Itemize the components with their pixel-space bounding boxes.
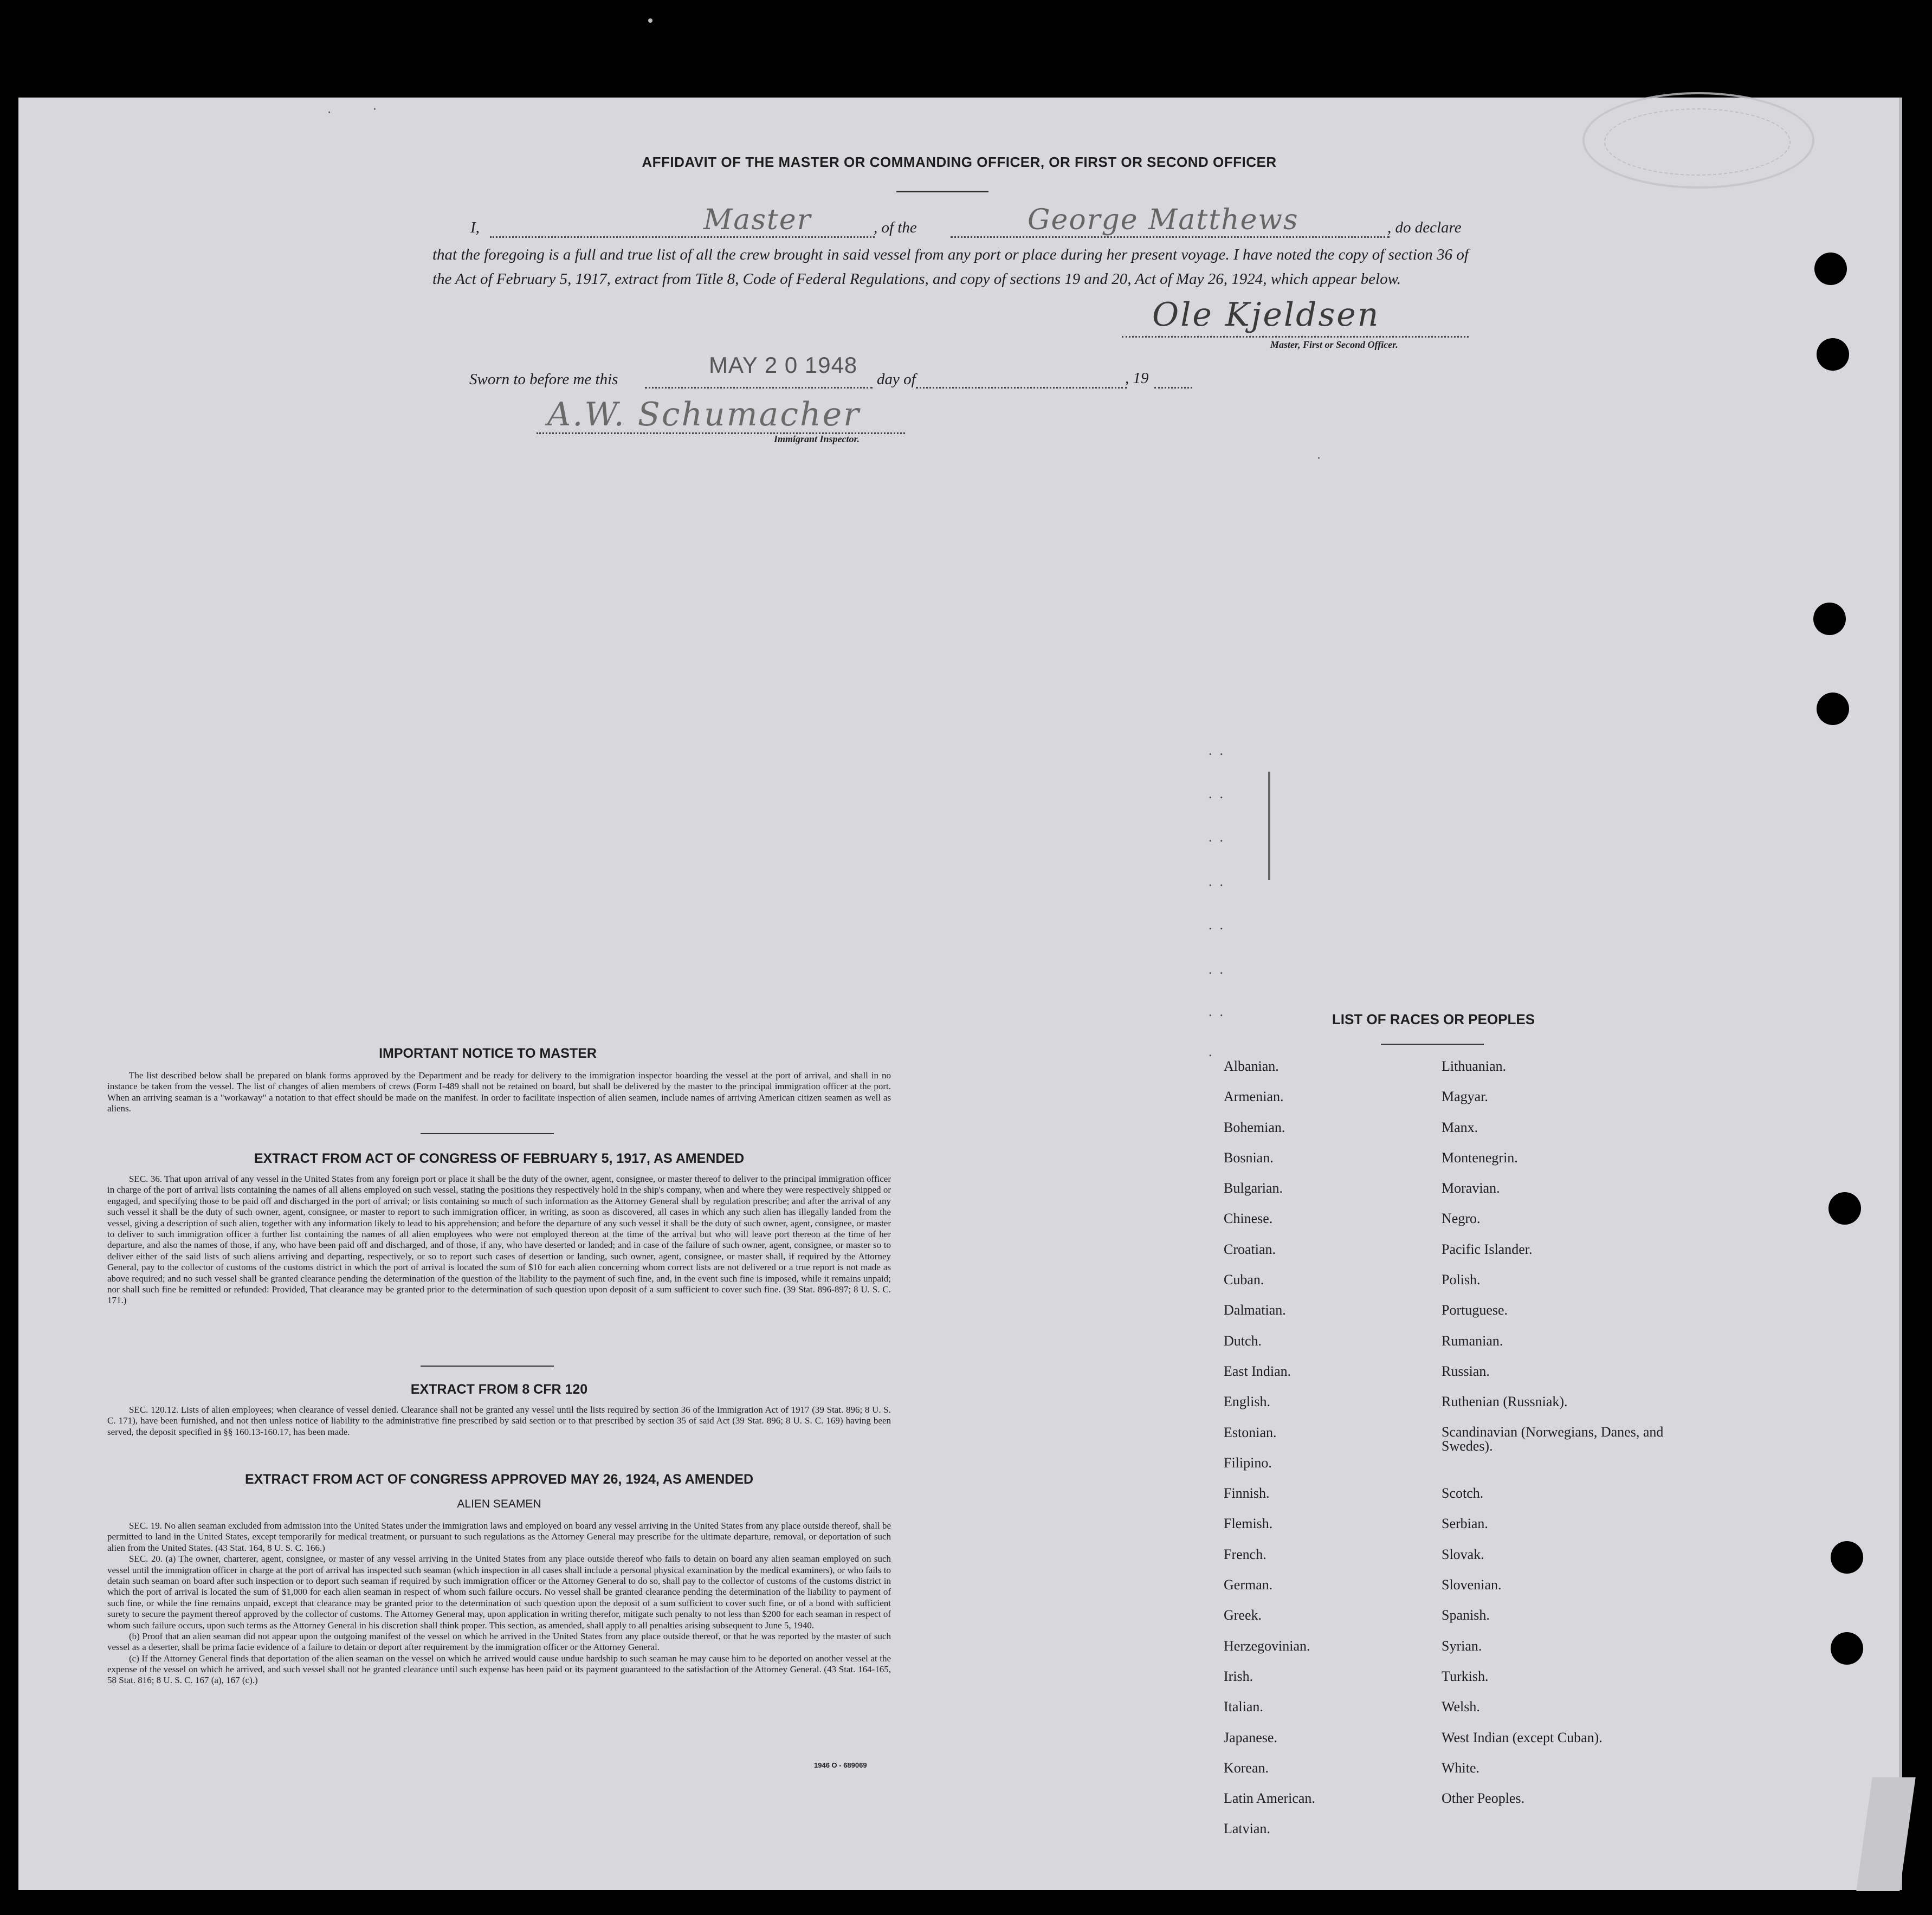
speck: .. xyxy=(1209,786,1231,801)
notice-text xyxy=(107,1070,891,1115)
races-left-column xyxy=(1224,1059,1315,1852)
race-item: Croatian. xyxy=(1224,1241,1276,1257)
speck: .. xyxy=(1209,742,1231,758)
speck: . xyxy=(1209,1044,1220,1059)
race-item: Estonian. xyxy=(1224,1424,1277,1440)
officer-caption: Master, First or Second Officer. xyxy=(1270,339,1398,350)
extract-1917-text xyxy=(107,1174,891,1306)
race-item: Flemish. xyxy=(1224,1516,1273,1532)
section-rule xyxy=(421,1366,554,1367)
race-item: French. xyxy=(1224,1546,1267,1562)
speck: .. xyxy=(1209,874,1231,889)
race-item: Bulgarian. xyxy=(1224,1180,1283,1196)
race-item: Ruthenian (Russniak). xyxy=(1442,1394,1568,1410)
race-item: White. xyxy=(1442,1759,1480,1776)
race-item: Chinese. xyxy=(1224,1211,1273,1227)
year-line xyxy=(1154,387,1192,389)
race-item: Pacific Islander. xyxy=(1442,1241,1533,1257)
race-item: Montenegrin. xyxy=(1442,1149,1518,1166)
race-item: Portuguese. xyxy=(1442,1302,1508,1318)
sworn-label: Sworn to before me this xyxy=(469,371,618,388)
embossed-seal-inner xyxy=(1604,108,1791,176)
race-item: Albanian. xyxy=(1224,1058,1279,1074)
race-item: Spanish. xyxy=(1442,1607,1490,1623)
race-item: Russian. xyxy=(1442,1363,1490,1379)
sec-20a-paragraph: SEC. 20. (a) The owner, charterer, agent, consignee, or master of any vessel arriving in the United States from any place outside thereof who fails to detain on board any alien seaman employed on such vessel until the immigration officer in charge at the port of arrival has inspected such seaman (which inspection in all cases shall include a personal physical examination by the medical examiners), or who fails to detain such seaman on board after such inspection or to deport such seaman if required by such immigration officer or the Attorney General to do so, shall pay to the collector of customs of the customs district in which the port of arrival is located the sum of $1,000 for each alien seaman in respect of whom such failure occurs. No vessel shall be granted clearance pending the determination of the liability to payment of such fine, or while the fine remains unpaid, except that clearance may be granted prior to the determination of such question upon the deposit of a sum sufficient to cover such fine, or of a bond with sufficient surety to secure the payment thereof approved by the collector of customs. The Attorney General may, upon application in writing therefor, mitigate such penalty to not less than $200 for each seaman in respect of whom such failure occurs, upon such terms as the Attorney General in his discretion shall think proper. This section, as amended, shall apply to all penalties arising subsequent to June 5, 1940. xyxy=(107,1554,891,1631)
race-item: West Indian (except Cuban). xyxy=(1442,1729,1603,1745)
sec-20b-paragraph: (b) Proof that an alien seaman did not appear upon the outgoing manifest of the vessel on which he arrived in the United States from any place outside thereof, or that he was reported by the master of such vessel as a deserter, shall be prima facie evidence of a failure to detain or deport after requirement by the immigration officer or the Attorney General. xyxy=(107,1631,891,1653)
race-item: Other Peoples. xyxy=(1442,1790,1525,1807)
section-rule xyxy=(421,1133,554,1134)
race-item: English. xyxy=(1224,1394,1270,1410)
i-label: I, xyxy=(470,219,480,236)
race-item: Latin American. xyxy=(1224,1790,1315,1807)
race-item: Slovak. xyxy=(1442,1546,1484,1562)
race-item: Latvian. xyxy=(1224,1821,1270,1837)
race-item: East Indian. xyxy=(1224,1363,1291,1379)
punch-hole xyxy=(1814,253,1847,285)
notice-paragraph: The list described below shall be prepared on blank forms approved by the Department and be ready for delivery to the immigration inspector boarding the vessel at the port of arrival, and shall in no instance be taken from the vessel. The list of changes of alien members of crews (Form I-489 shall not be retained on board, but shall be delivered by the master to the principal immigration officer at the port. When an arriving seaman is a "workaway" a notation to that effect should be made on the manifest. In order to facilitate inspection of alien seamen, include names of arriving American citizen seamen as well as aliens. xyxy=(107,1070,891,1114)
vessel-handwritten: George Matthews xyxy=(1028,204,1299,236)
race-item: Scotch. xyxy=(1442,1485,1484,1502)
race-item: Herzegovinian. xyxy=(1224,1638,1310,1654)
extract-1917-paragraph: SEC. 36. That upon arrival of any vessel in the United States from any foreign port or place it shall be the duty of the owner, agent, consignee, or master thereof to deliver to the principal immigration officer in charge of the port of arrival lists containing the names of all aliens employed on such vessel, stating the positions they respectively hold in the ship's company, when and where they were respectively shipped or engaged, and specifying those to be paid off and discharged in the port of arrival; or lists containing so much of such information as the Attorney General shall by regulation prescribe; and after the arrival of any such vessel it shall be the duty of such owner, agent, consignee, or master to report to such immigration officer, in writing, as soon as discovered, all cases in which any such alien has illegally landed from the vessel, giving a description of such alien, together with any information likely to lead to his apprehension; and before the departure of any such vessel it shall be the duty of such owner, agent, consignee, or master to deliver to such immigration officer a further list containing the names of all alien employees who were not employed thereon at the time of the arrival but who will leave port thereon at the time of her departure, and also the names of those, if any, who have been paid off and discharged, and of those, if any, who have deserted or landed; and in case of the failure of such owner, agent, consignee, or master so to deliver either of the said lists of such aliens arriving and departing, respectively, or so to report such cases of desertion or landing, such owner, agent, consignee, or master shall, if required by the Attorney General, pay to the collector of customs of the customs district in which the port of arrival is located the sum of $10 for each alien concerning whom correct lists are not delivered or a true report is not made as above required; and no such vessel shall be granted clearance pending the determination of the question of the liability to the payment of such fine, and, in the event such fine is imposed, while it remains unpaid; nor shall such fine be remitted or refunded: Provided, That clearance may be granted prior to the determination of such question upon deposit of a sum sufficient to cover such fine. (39 Stat. 896-897; 8 U. S. C. 171.) xyxy=(107,1174,891,1306)
speck: .. xyxy=(1209,961,1231,977)
race-item: Cuban. xyxy=(1224,1272,1264,1288)
race-item: Welsh. xyxy=(1442,1699,1480,1715)
officer-signature-line xyxy=(1122,336,1469,338)
race-item: Japanese. xyxy=(1224,1729,1277,1745)
race-item: German. xyxy=(1224,1577,1273,1593)
punch-hole xyxy=(1831,1541,1863,1574)
day-line xyxy=(645,387,873,389)
rank-line xyxy=(490,236,875,238)
race-item: Armenian. xyxy=(1224,1089,1284,1105)
declaration-text: that the foregoing is a full and true list of all the crew brought in said vessel from any port or place during her present voyage. I have noted the copy of section 36 of the Act of February 5, 1917, extract from Title 8, Code of Federal Regulations, and copy of sections 19 and 20, Act of May 26, 1924, which appear below. xyxy=(432,246,1469,288)
races-rule xyxy=(1381,1044,1484,1045)
race-item: Rumanian. xyxy=(1442,1332,1503,1349)
race-item: Serbian. xyxy=(1442,1516,1488,1532)
inspector-signature: A.W. Schumacher xyxy=(547,396,861,434)
race-item: Manx. xyxy=(1442,1119,1478,1135)
extract-cfr-title: EXTRACT FROM 8 CFR 120 xyxy=(410,1382,588,1397)
race-item: Korean. xyxy=(1224,1759,1269,1776)
speck: .. xyxy=(1209,917,1231,933)
punch-hole xyxy=(1817,338,1849,371)
extract-cfr-paragraph: SEC. 120.12. Lists of alien employees; when clearance of vessel denied. Clearance shall not be granted any vessel until the lists required by section 36 of the Immigration Act of 1917 (39 Stat. 896; 8 U. S. C. 171), have been furnished, and not then unless notice of liability to the administrative fine prescribed by said section or to that prescribed by section 35 of said Act (39 Stat. 896; 8 U. S. C. 169) having been served, the deposit specified in §§ 160.13-160.17, has been made. xyxy=(107,1405,891,1437)
extract-1917-title: EXTRACT FROM ACT OF CONGRESS OF FEBRUARY 5, 1917, AS AMENDED xyxy=(254,1151,745,1166)
sec-19-paragraph: SEC. 19. No alien seaman excluded from admission into the United States under the immigration laws and employed on board any vessel arriving in the United States from any place outside thereof, shall be permitted to land in the United States, except temporarily for medical treatment, or pursuant to such regulations as the Attorney General may prescribe for the ultimate departure, removal, or deportation of such alien from the United States. (43 Stat. 164, 8 U. S. C. 166.) xyxy=(107,1521,891,1553)
rank-handwritten: Master xyxy=(703,204,812,236)
pen-mark xyxy=(1268,772,1270,880)
extract-1924-subtitle: ALIEN SEAMEN xyxy=(457,1498,541,1510)
speck: .. xyxy=(1209,1004,1231,1019)
year-label: , 19 xyxy=(1125,370,1149,387)
race-item: Scandinavian (Norwegians, Danes, and Swedes). xyxy=(1442,1424,1664,1454)
speck xyxy=(648,18,652,23)
punch-hole xyxy=(1817,693,1849,725)
race-item: Lithuanian. xyxy=(1442,1058,1507,1074)
officer-signature: Ole Kjeldsen xyxy=(1152,296,1380,334)
day-of-label: day of xyxy=(877,371,916,388)
extract-1924-title: EXTRACT FROM ACT OF CONGRESS APPROVED MAY 26, 1924, AS AMENDED xyxy=(244,1472,754,1487)
races-right-column xyxy=(1442,1059,1675,1821)
races-title: LIST OF RACES OR PEOPLES xyxy=(1332,1011,1535,1027)
notice-title: IMPORTANT NOTICE TO MASTER xyxy=(379,1046,597,1061)
extract-cfr-text xyxy=(107,1405,891,1438)
race-item: Dutch. xyxy=(1224,1332,1262,1349)
print-code: 1946 O - 689069 xyxy=(814,1761,867,1769)
extract-1924-text xyxy=(107,1521,891,1686)
title-rule xyxy=(896,191,988,192)
race-item: Turkish. xyxy=(1442,1668,1489,1684)
sec-20c-paragraph: (c) If the Attorney General finds that deportation of the alien seaman on the vessel on which he arrived would cause undue hardship to such seaman he may cause him to be deported on another vessel at the expense of the vessel on which he arrived, and such vessel shall not be granted clearance until such expense has been paid or its payment guaranteed to the satisfaction of the Attorney General. (43 Stat. 164-165, 58 Stat. 816; 8 U. S. C. 167 (a), 167 (c).) xyxy=(107,1653,891,1686)
race-item: Finnish. xyxy=(1224,1485,1270,1502)
punch-hole xyxy=(1831,1632,1863,1665)
race-item: Bohemian. xyxy=(1224,1119,1285,1135)
race-item: Polish. xyxy=(1442,1272,1481,1288)
speck: · xyxy=(373,103,377,117)
race-item: Syrian. xyxy=(1442,1638,1482,1654)
race-item: Magyar. xyxy=(1442,1089,1488,1105)
inspector-caption: Immigrant Inspector. xyxy=(774,434,860,444)
date-stamp: MAY 2 0 1948 xyxy=(709,352,858,378)
race-item: Greek. xyxy=(1224,1607,1262,1623)
affidavit-title: AFFIDAVIT OF THE MASTER OR COMMANDING OFFICER, OR FIRST OR SECOND OFFICER xyxy=(642,154,1277,170)
race-item: Dalmatian. xyxy=(1224,1302,1286,1318)
vessel-line xyxy=(951,236,1390,238)
speck: · xyxy=(327,106,331,120)
race-item: Bosnian. xyxy=(1224,1149,1274,1166)
race-item: Irish. xyxy=(1224,1668,1253,1684)
punch-hole xyxy=(1828,1192,1861,1225)
race-item: Italian. xyxy=(1224,1699,1263,1715)
month-line xyxy=(916,387,1127,389)
race-item: Slovenian. xyxy=(1442,1577,1502,1593)
punch-hole xyxy=(1813,603,1846,635)
race-item: Moravian. xyxy=(1442,1180,1500,1196)
speck: .. xyxy=(1209,829,1231,845)
speck: · xyxy=(1317,452,1321,465)
race-item: Filipino. xyxy=(1224,1454,1272,1471)
race-item: Negro. xyxy=(1442,1211,1481,1227)
of-the-label: , of the xyxy=(874,219,917,236)
race-item xyxy=(1442,1455,1675,1486)
do-declare-label: , do declare xyxy=(1387,219,1462,236)
